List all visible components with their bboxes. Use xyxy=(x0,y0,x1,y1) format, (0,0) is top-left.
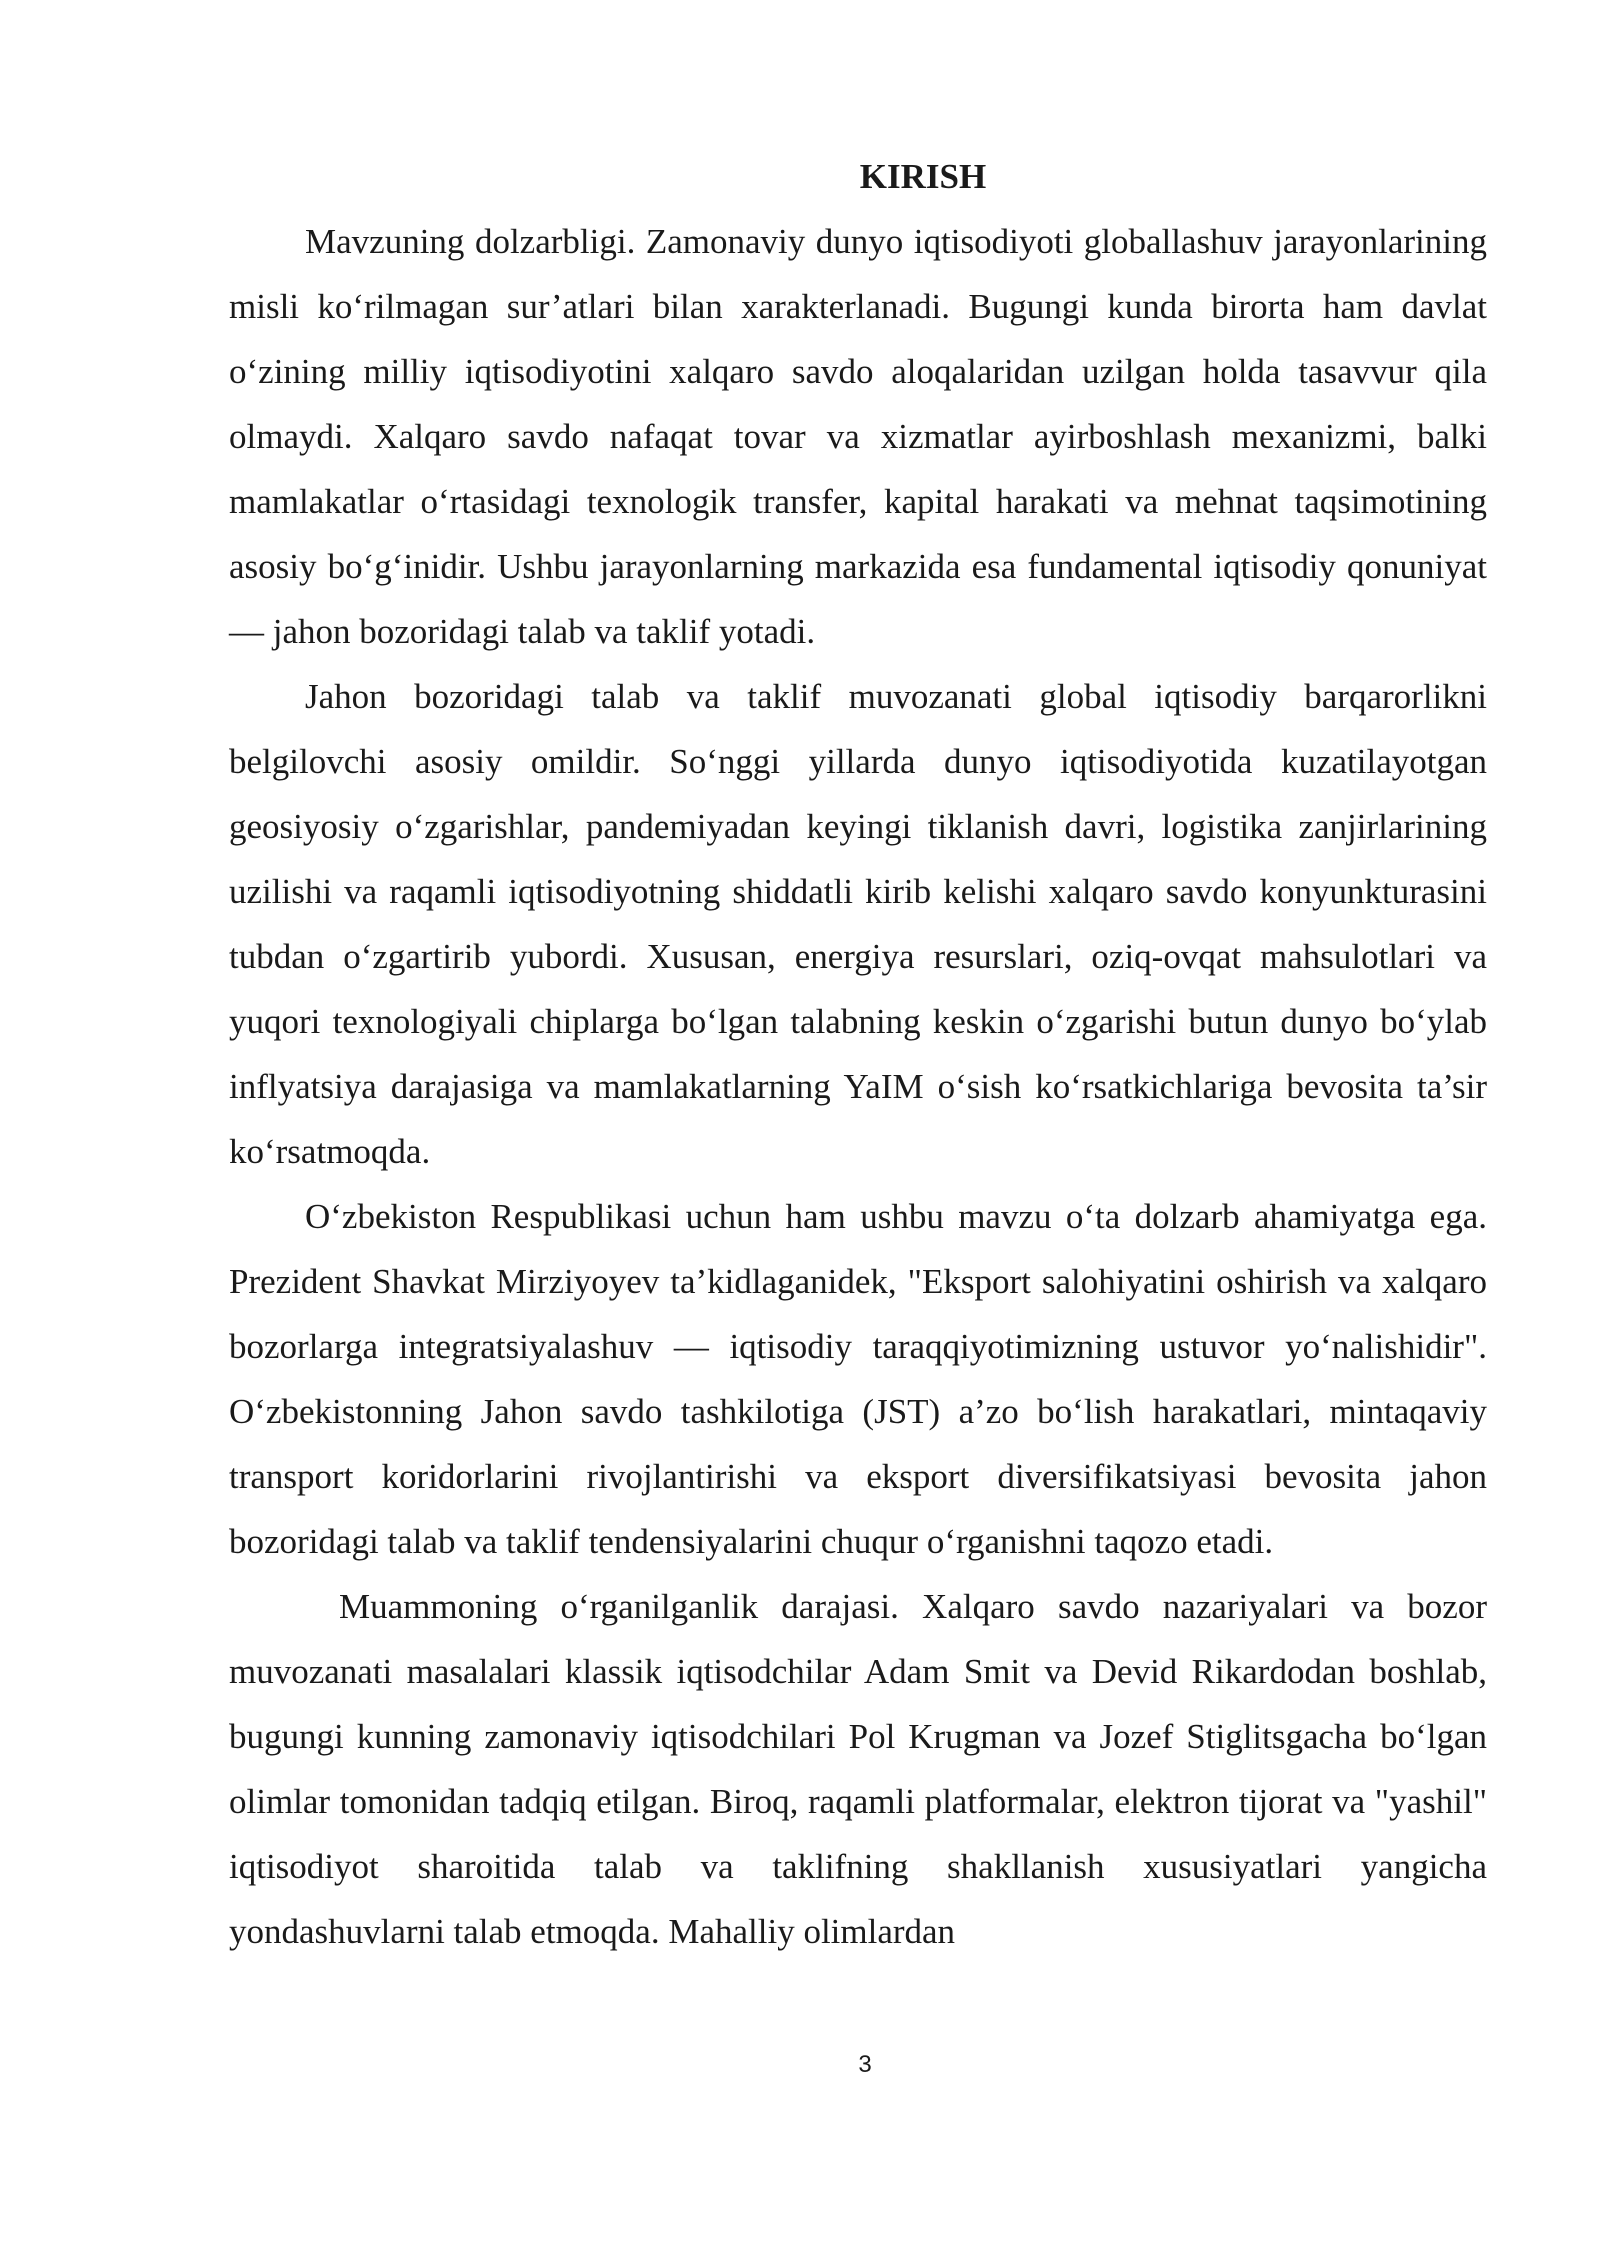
paragraph-research-level: Muammoning o‘rganilganlik darajasi. Xalqaro savdo nazariyalari va bozor muvozanati masalalari klassik iqtisodchilar Adam Smit va Devid Rikardodan boshlab, bugungi kunning zamonaviy iqtisodchilari Pol Krugman va Jozef Stiglitsgacha bo‘lgan olimlar tomonidan tadqiq etilgan. Biroq, raqamli platformalar, elektron tijorat va "yashil" iqtisodiyot sharoitida talab va taklifning shakllanish xususiyatlari yangicha yondashuvlarni talab etmoqda. Mahalliy olimlardan xyxy=(229,1587,1487,1951)
page-body xyxy=(229,144,1487,1964)
paragraph-supply-demand: Jahon bozoridagi talab va taklif muvozanati global iqtisodiy barqarorlikni belgilovchi asosiy omildir. So‘nggi yillarda dunyo iqtisodiyotida kuzatilayotgan geosiyosiy o‘zgarishlar, pandemiyadan keyingi tiklanish davri, logistika zanjirlarining uzilishi va raqamli iqtisodiyotning shiddatli kirib kelishi xalqaro savdo konyunkturasini tubdan o‘zgartirib yubordi. Xususan, energiya resurslari, oziq-ovqat mahsulotlari va yuqori texnologiyali chiplarga bo‘lgan talabning keskin o‘zgarishi butun dunyo bo‘ylab inflyatsiya darajasiga va mamlakatlarning YaIM o‘sish ko‘rsatkichlariga bevosita ta’sir ko‘rsatmoqda. xyxy=(229,677,1487,1171)
section-title: KIRISH xyxy=(859,157,987,196)
paragraph-relevance: Mavzuning dolzarbligi. Zamonaviy dunyo iqtisodiyoti globallashuv jarayonlarining misli ko‘rilmagan sur’atlari bilan xarakterlanadi. Bugungi kunda birorta ham davlat o‘zining milliy iqtisodiyotini xalqaro savdo aloqalaridan uzilgan holda tasavvur qila olmaydi. Xalqaro savdo nafaqat tovar va xizmatlar ayirboshlash mexanizmi, balki mamlakatlar o‘rtasidagi texnologik transfer, kapital harakati va mehnat taqsimotining asosiy bo‘g‘inidir. Ushbu jarayonlarning markazida esa fundamental iqtisodiy qonuniyat — jahon bozoridagi talab va taklif yotadi. xyxy=(229,222,1487,651)
page-number: 3 xyxy=(858,2051,872,2078)
paragraph-uzbekistan: O‘zbekiston Respublikasi uchun ham ushbu mavzu o‘ta dolzarb ahamiyatga ega. Prezident Shavkat Mirziyoyev ta’kidlaganidek, "Eksport salohiyatini oshirish va xalqaro bozorlarga integratsiyalashuv — iqtisodiy taraqqiyotimizning ustuvor yo‘nalishidir". O‘zbekistonning Jahon savdo tashkilotiga (JST) a’zo bo‘lish harakatlari, mintaqaviy transport koridorlarini rivojlantirishi va eksport diversifikatsiyasi bevosita jahon bozoridagi talab va taklif tendensiyalarini chuqur o‘rganishni taqozo etadi. xyxy=(229,1197,1487,1561)
